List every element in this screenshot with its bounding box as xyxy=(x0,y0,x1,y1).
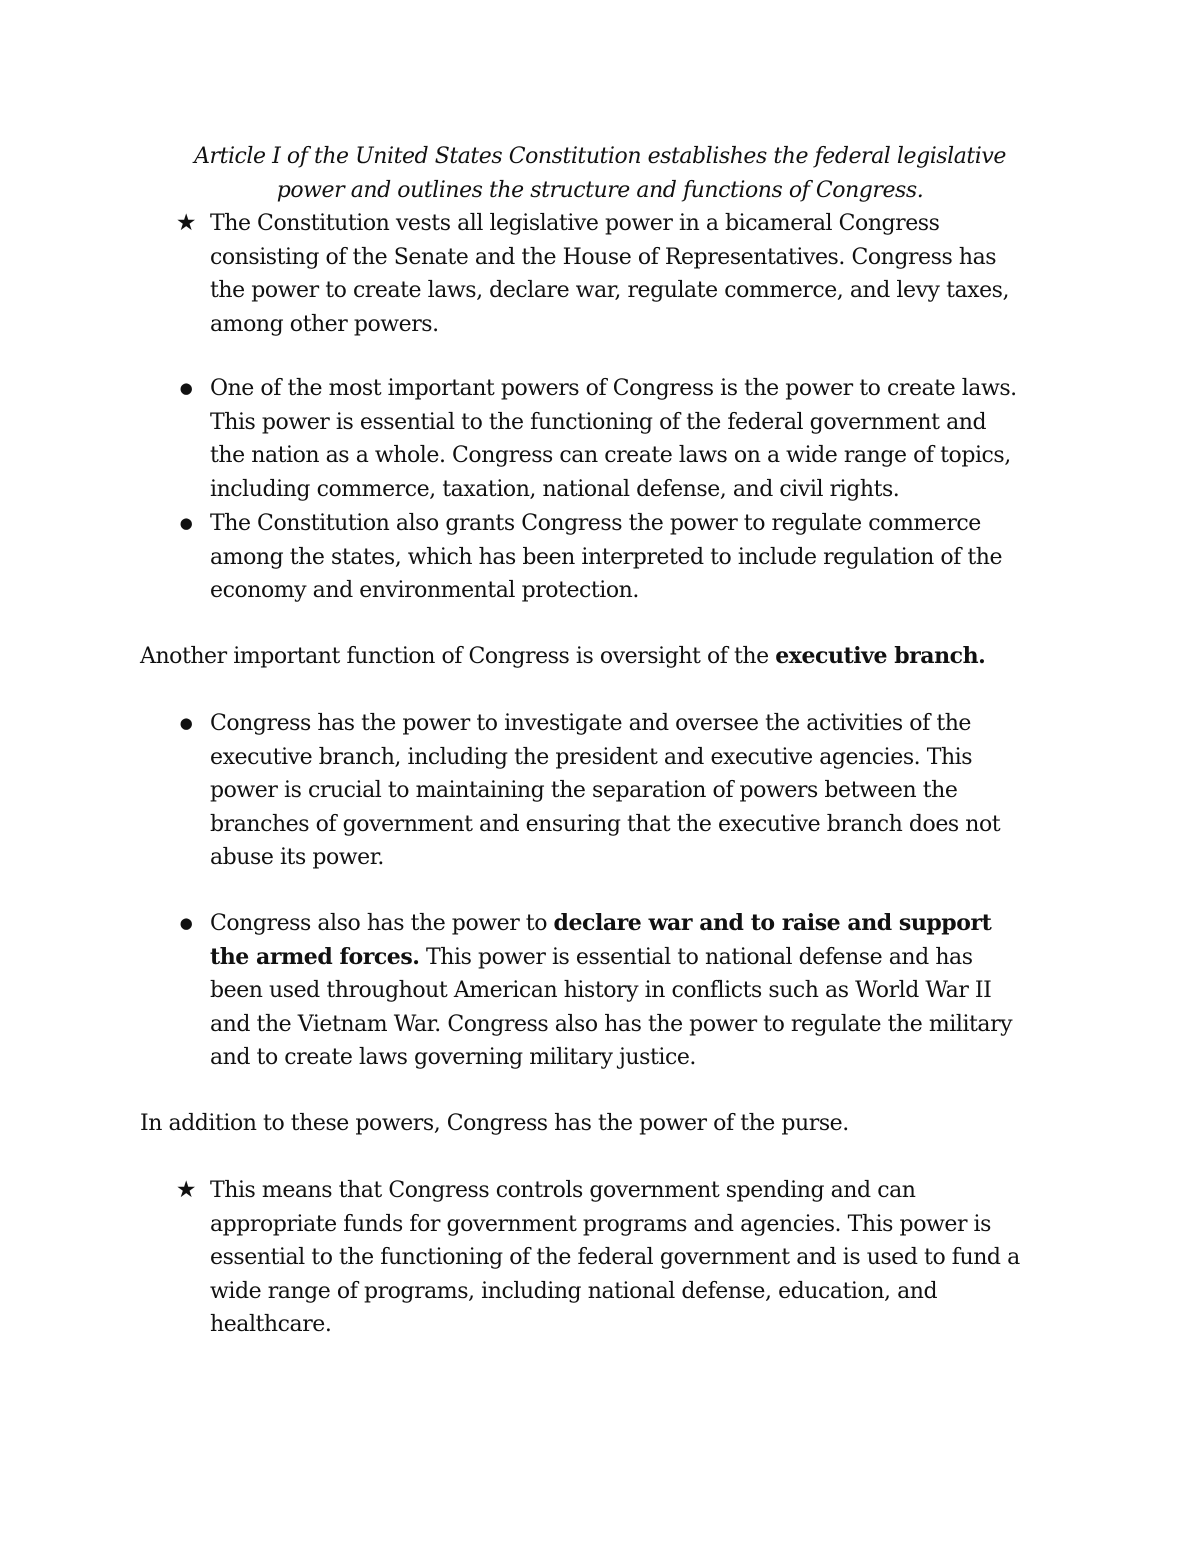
intro-heading xyxy=(140,140,1060,207)
item-line: This power is essential to the functioning of the federal government and xyxy=(210,409,987,435)
item-line: economy and environmental protection. xyxy=(210,578,639,604)
bullet-item-create-laws xyxy=(179,372,1070,506)
item-line: and to create laws governing military justice. xyxy=(210,1045,696,1071)
item-line: been used throughout American history in conflicts such as World War II xyxy=(210,978,992,1004)
bullet-dot-icon: ● xyxy=(179,379,193,397)
item-line: consisting of the Senate and the House of Representatives. Congress has xyxy=(210,244,997,270)
bullet-item-regulate-commerce xyxy=(179,507,1070,608)
paragraph-text: Another important function of Congress is oversight of the xyxy=(140,644,776,669)
bold-text: executive branch. xyxy=(775,643,986,669)
star-item-spending xyxy=(175,1174,1070,1342)
item-text: This power is essential to national defense and has xyxy=(419,944,973,970)
item-line: and the Vietnam War. Congress also has the power to regulate the military xyxy=(210,1011,1013,1037)
star-bullet-icon: ★ xyxy=(175,210,197,236)
bullet-item-oversight xyxy=(179,707,1070,875)
item-line: The Constitution also grants Congress the power to regulate commerce xyxy=(210,511,981,536)
item-line: including commerce, taxation, national defense, and civil rights. xyxy=(210,476,900,502)
star-bullet-icon: ★ xyxy=(175,1177,197,1203)
item-line: This means that Congress controls government spending and can xyxy=(210,1178,916,1203)
item-line: executive branch, including the president and executive agencies. This xyxy=(210,744,973,770)
bold-text: the armed forces. xyxy=(210,943,420,970)
item-line: power is crucial to maintaining the separation of powers between the xyxy=(210,778,958,804)
bullet-item-declare-war xyxy=(179,907,1070,1075)
item-line: The Constitution vests all legislative power in a bicameral Congress xyxy=(210,211,940,236)
item-line: appropriate funds for government programs and agencies. This power is xyxy=(210,1211,991,1237)
item-line: Congress has the power to investigate and oversee the activities of the xyxy=(210,711,972,736)
item-line: the nation as a whole. Congress can create laws on a wide range of topics, xyxy=(210,443,1011,469)
bullet-dot-icon: ● xyxy=(179,914,193,932)
intro-line: Article I of the United States Constitution establishes the federal legislative xyxy=(194,144,1006,169)
item-line xyxy=(210,907,1070,941)
item-line: among other powers. xyxy=(210,311,439,337)
item-line: healthcare. xyxy=(210,1312,332,1338)
item-line: branches of government and ensuring that the executive branch does not xyxy=(210,811,1001,837)
item-line: wide range of programs, including national defense, education, and xyxy=(210,1278,938,1304)
item-text: Congress also has the power to xyxy=(210,911,554,936)
item-line xyxy=(210,941,1070,975)
intro-line: power and outlines the structure and functions of Congress. xyxy=(276,177,924,203)
star-item-legislative-power xyxy=(175,207,1070,341)
paragraph-power-of-purse xyxy=(140,1107,1070,1141)
bullet-dot-icon: ● xyxy=(179,514,193,532)
paragraph-line xyxy=(140,640,1070,674)
paragraph-line: In addition to these powers, Congress has the power of the purse. xyxy=(140,1111,849,1136)
item-line: One of the most important powers of Congress is the power to create laws. xyxy=(210,376,1017,401)
item-line: essential to the functioning of the federal government and is used to fund a xyxy=(210,1245,1020,1271)
item-line: abuse its power. xyxy=(210,845,384,871)
paragraph-executive-oversight xyxy=(140,640,1070,674)
item-line: among the states, which has been interpreted to include regulation of the xyxy=(210,544,1003,570)
bullet-dot-icon: ● xyxy=(179,714,193,732)
item-line: the power to create laws, declare war, regulate commerce, and levy taxes, xyxy=(210,278,1010,304)
bold-text: declare war and to raise and support xyxy=(553,910,992,936)
